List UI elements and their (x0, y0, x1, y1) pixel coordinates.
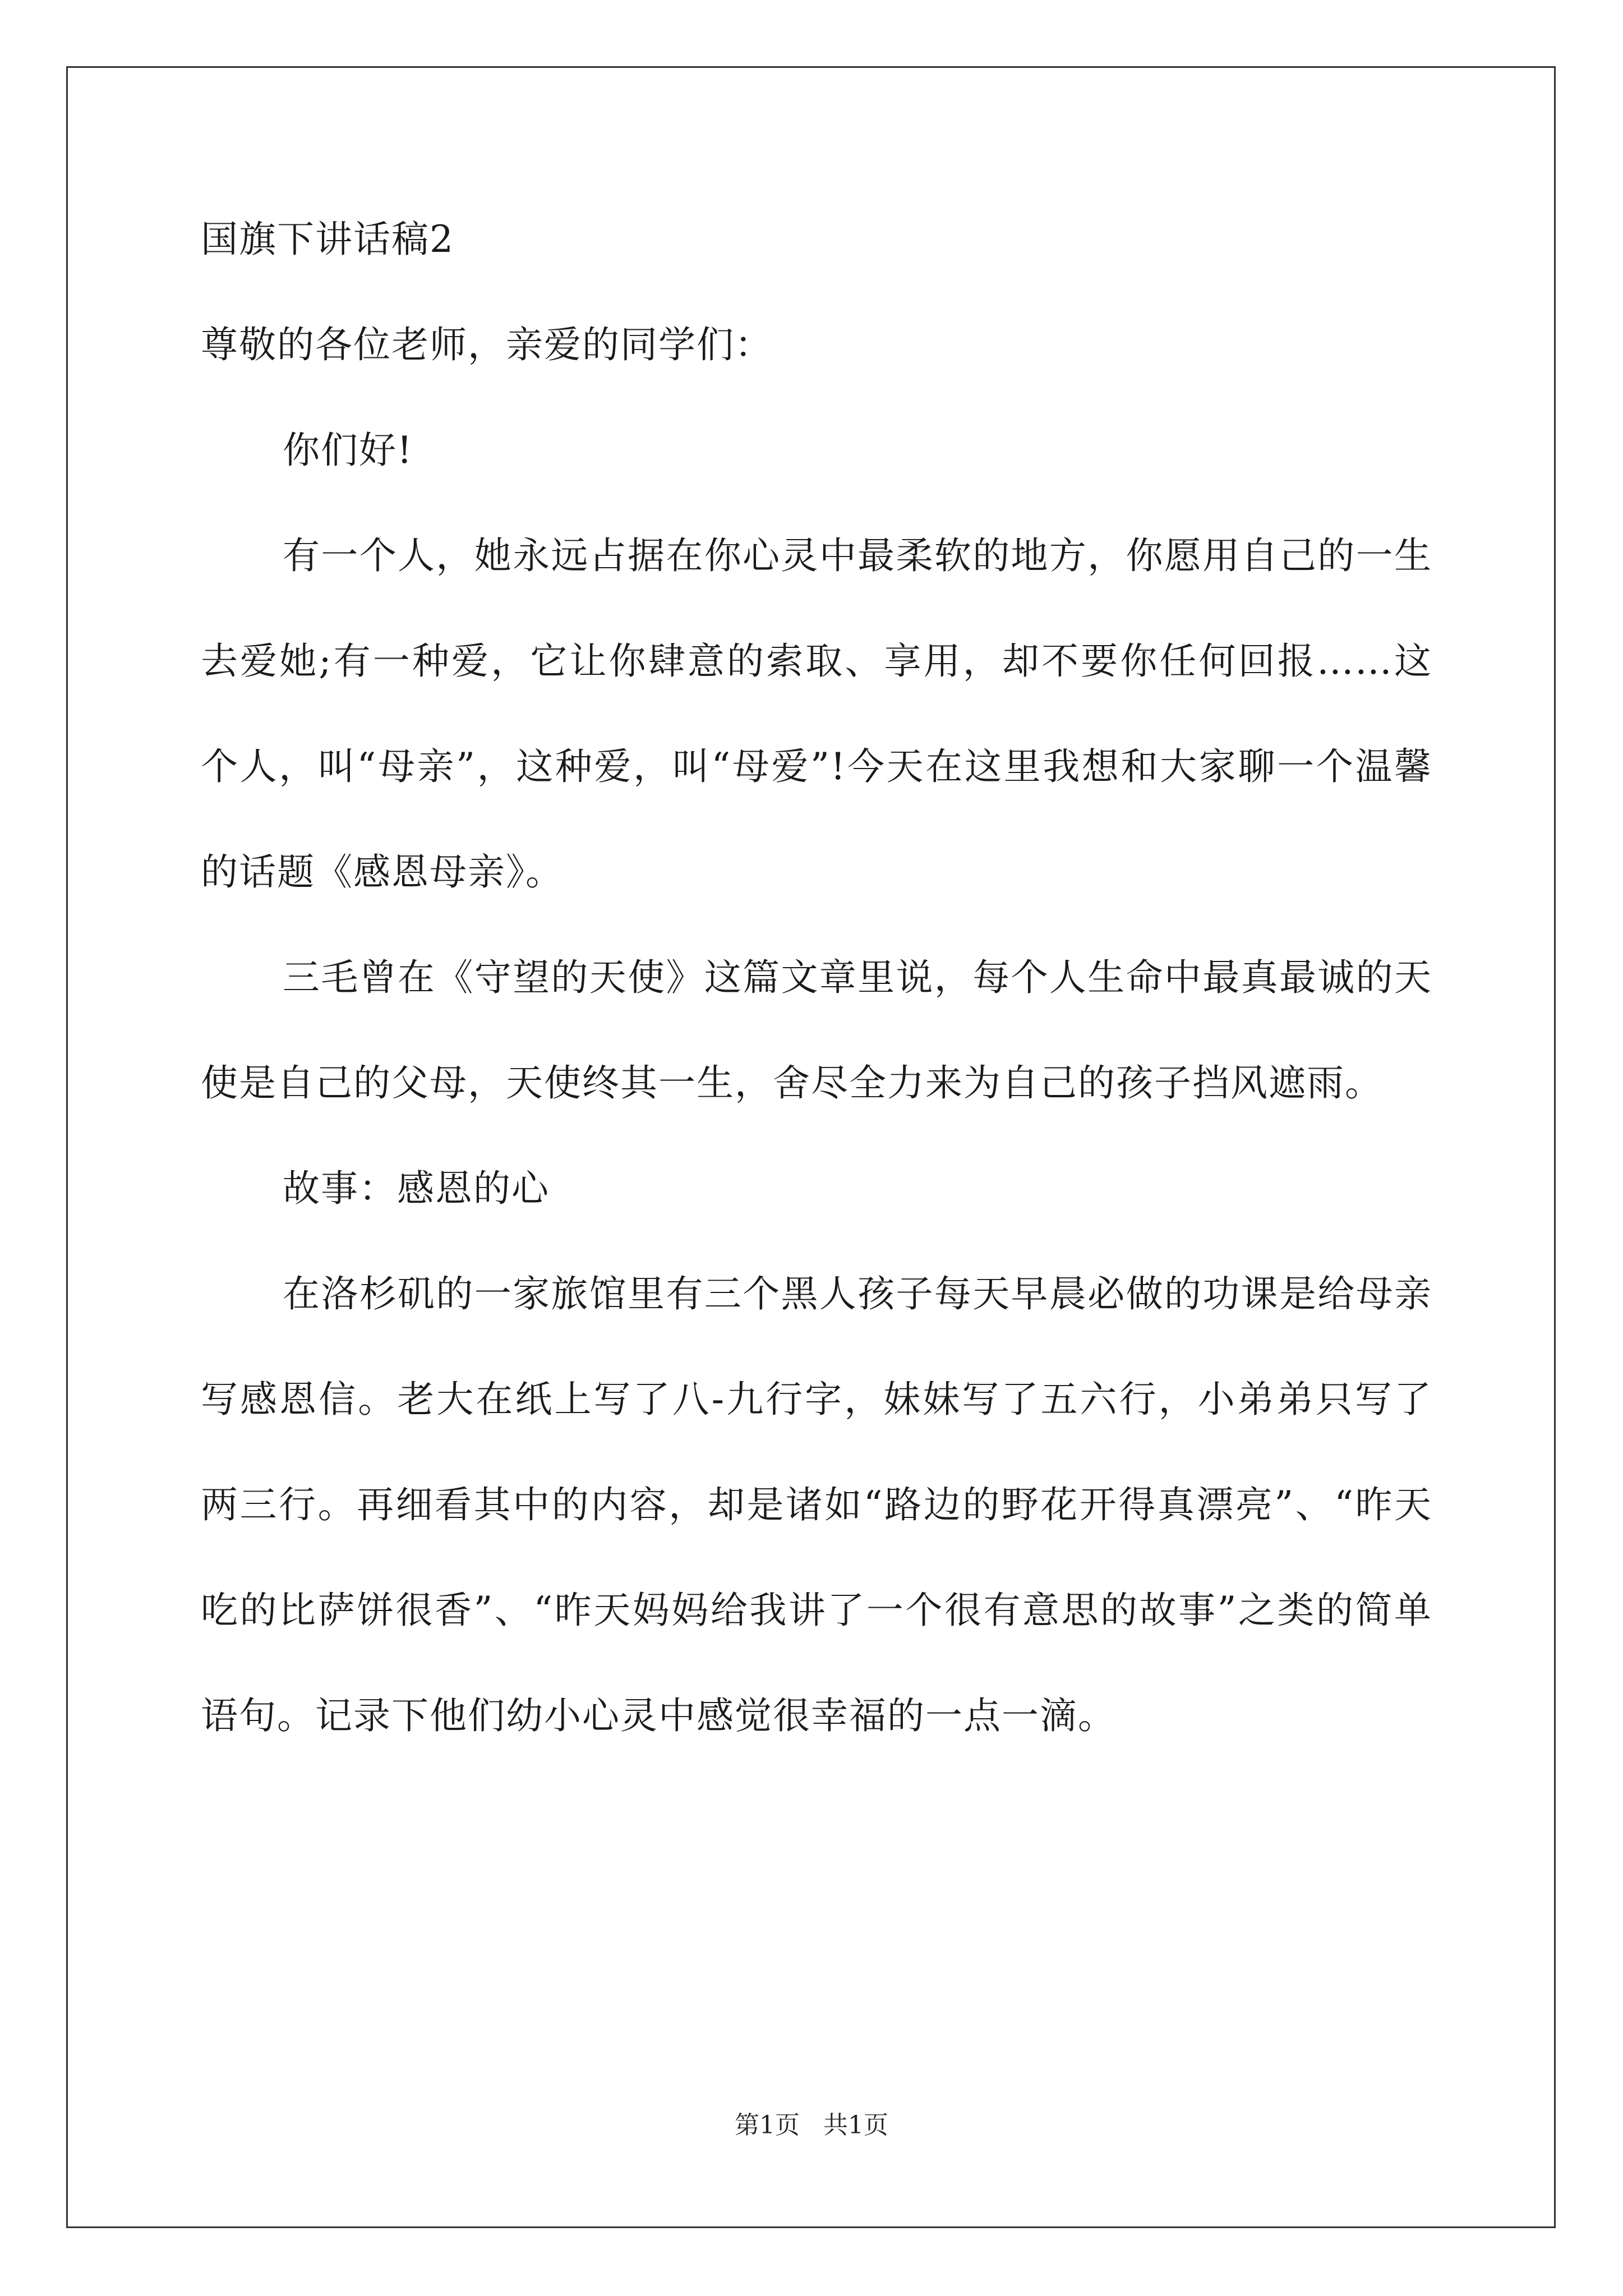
story-heading: 故事：感恩的心 (283, 1167, 550, 1210)
page-footer: 第1页 共1页 (735, 2111, 888, 2139)
document-title: 国旗下讲话稿2 (201, 218, 454, 261)
salutation: 尊敬的各位老师，亲爱的同学们： (201, 323, 773, 366)
greeting: 你们好! (283, 429, 413, 472)
paragraph-story: 在洛杉矶的一家旅馆里有三个黑人孩子每天早晨必做的功课是给母亲写感恩信。老大在纸上写了八-九行字，妹妹写了五六行，小弟弟只写了两三行。再细看其中的内容，却是诸如“路边的野花开得真漂亮”、“昨天吃的比萨饼很香”、“昨天妈妈给我讲了一个很有意思的故事”之类的简单语句。记录下他们幼小心灵中感觉很幸福的一点一滴。 (201, 1272, 1432, 1737)
paragraph-mother-love: 有一个人，她永远占据在你心灵中最柔软的地方，你愿用自己的一生去爱她;有一种爱，它让你肆意的索取、享用，却不要你任何回报……这个人，叫“母亲”，这种爱，叫“母爱”!今天在这里我想和大家聊一个温馨的话题《感恩母亲》。 (201, 534, 1432, 894)
document-body (201, 213, 1432, 1769)
paragraph-sanmao-quote: 三毛曾在《守望的天使》这篇文章里说，每个人生命中最真最诚的天使是自己的父母，天使终其一生，舍尽全力来为自己的孩子挡风遮雨。 (201, 956, 1432, 1105)
